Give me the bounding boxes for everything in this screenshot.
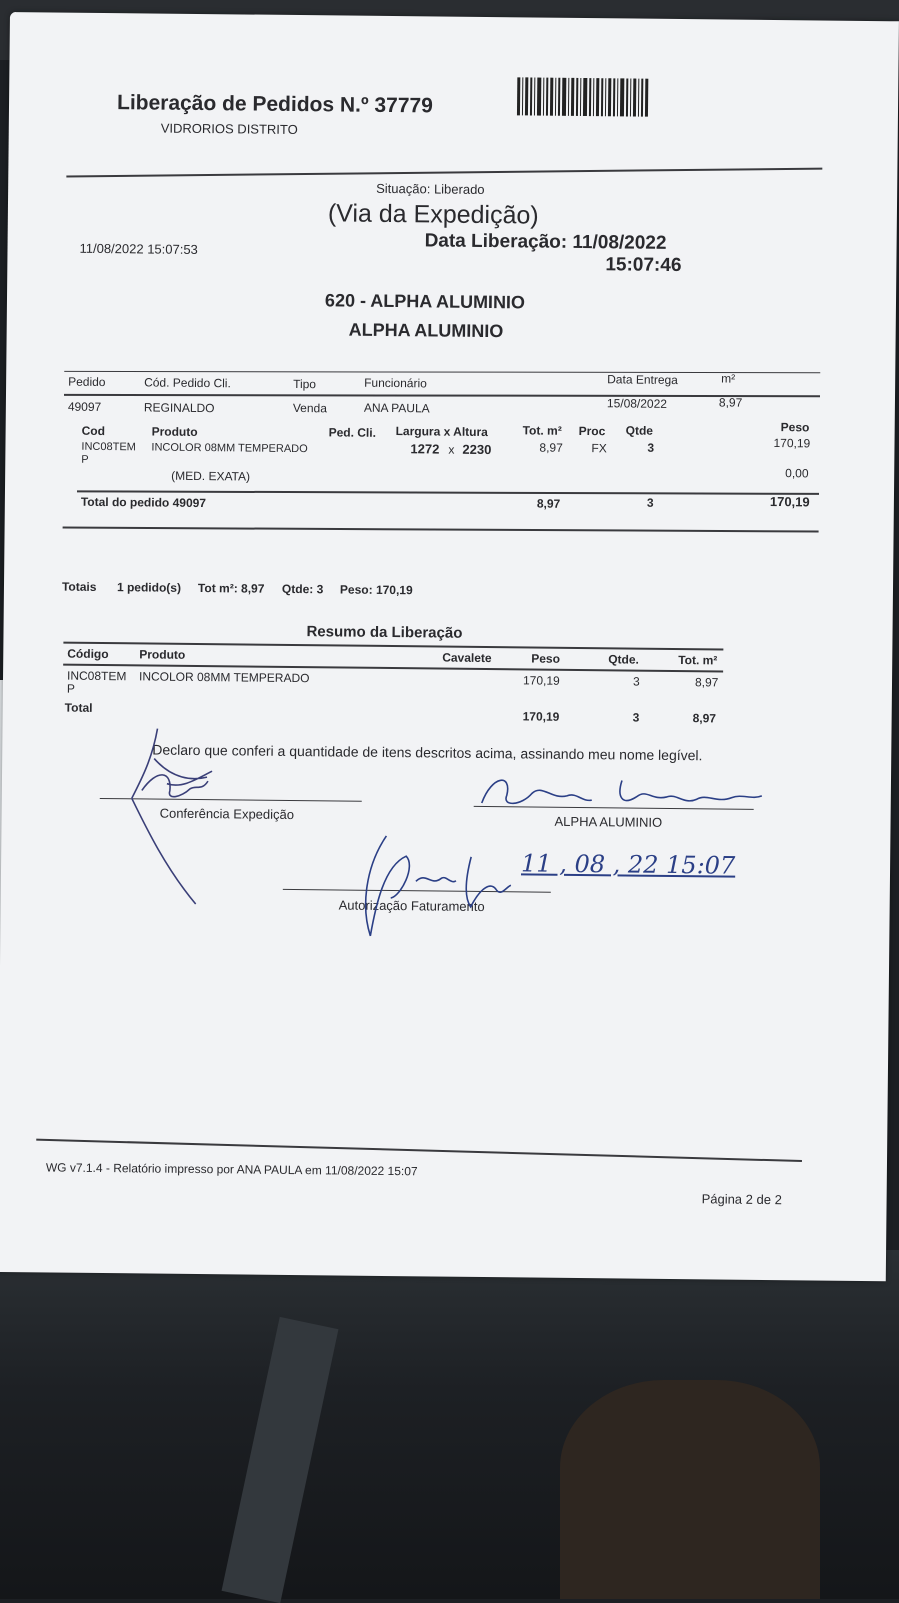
item-header-ped-cli: Ped. Cli.: [328, 425, 377, 440]
item-largura: 1272: [410, 441, 440, 457]
declaration-text: Declaro que conferi a quantidade de itens descritos acima, assinando meu nome legível.: [152, 741, 703, 764]
printed-datetime: 11/08/2022 15:07:53: [79, 240, 198, 257]
divider: [64, 394, 820, 397]
divider: [64, 371, 820, 373]
barcode: [517, 77, 650, 116]
item-extra: 0,00: [785, 466, 809, 481]
order-tipo: Venda: [292, 400, 327, 416]
header-cod-pedido-cli: Cód. Pedido Cli.: [144, 375, 231, 391]
client-name: 620 - ALPHA ALUMINIO: [324, 290, 526, 313]
resumo-tot-m2: 8,97: [694, 675, 719, 690]
resumo-total-peso: 170,19: [522, 709, 560, 724]
document-sheet: [0, 12, 899, 1281]
document-title: Liberação de Pedidos N.º 37779: [116, 91, 433, 118]
item-cod: INC08TEM: [81, 440, 136, 454]
resumo-total-label: Total: [64, 700, 93, 715]
item-qtde: 3: [647, 440, 655, 455]
totais-tot-m2: Tot m²: 8,97: [197, 581, 265, 596]
order-total-m2: 8,97: [536, 496, 561, 511]
order-funcionario: ANA PAULA: [363, 400, 430, 416]
divider: [77, 490, 819, 495]
item-header-tot-m2: Tot. m²: [522, 423, 562, 438]
release-date: Data Liberação: 11/08/2022: [424, 230, 667, 254]
item-header-qtde: Qtde: [625, 423, 654, 438]
header-m2: m²: [721, 371, 736, 386]
signature-label-alpha: ALPHA ALUMINIO: [554, 813, 663, 830]
resumo-peso: 170,19: [522, 673, 560, 688]
item-produto: INCOLOR 08MM TEMPERADO: [151, 441, 308, 456]
item-obs: (MED. EXATA): [171, 468, 251, 484]
item-header-proc: Proc: [578, 423, 606, 439]
order-total-label: Total do pedido 49097: [80, 494, 207, 511]
signature-label-autorizacao: Autorização Faturamento: [338, 897, 485, 915]
signature-conferencia-drawing: [111, 718, 273, 910]
item-peso: 170,19: [773, 436, 811, 451]
header-pedido: Pedido: [68, 374, 106, 390]
signature-label-conferencia: Conferência Expedição: [159, 805, 295, 823]
item-header-cod: Cod: [81, 423, 106, 439]
resumo-codigo: INC08TEM: [66, 668, 127, 684]
resumo-header-codigo: Código: [67, 646, 109, 662]
resumo-produto: INCOLOR 08MM TEMPERADO: [138, 669, 310, 686]
release-time: 15:07:46: [605, 254, 682, 277]
resumo-total-qtde: 3: [632, 710, 640, 725]
resumo-codigo-cont: P: [66, 681, 76, 696]
handwritten-date: 11 , 08 , 22 15:07: [520, 849, 736, 880]
company-name: VIDRORIOS DISTRITO: [160, 120, 298, 138]
item-proc: FX: [591, 441, 607, 456]
resumo-title: Resumo da Liberação: [306, 623, 463, 642]
header-tipo: Tipo: [293, 376, 317, 392]
header-data-entrega: Data Entrega: [607, 372, 678, 388]
divider: [66, 168, 822, 178]
order-cod-pedido-cli: REGINALDO: [143, 400, 215, 416]
divider: [63, 527, 819, 533]
item-tot-m2: 8,97: [539, 440, 563, 455]
client-name-secondary: ALPHA ALUMINIO: [348, 319, 504, 342]
order-pedido: 49097: [67, 399, 102, 414]
order-total-peso: 170,19: [769, 493, 810, 510]
resumo-header-tot-m2: Tot. m²: [678, 653, 718, 668]
status-text: Situação: Liberado: [376, 180, 485, 197]
header-funcionario: Funcionário: [364, 375, 427, 391]
order-m2: 8,97: [718, 395, 743, 410]
totais-peso: Peso: 170,19: [339, 582, 413, 598]
totais-label: Totais: [61, 579, 97, 594]
order-total-qtde: 3: [646, 495, 654, 510]
resumo-header-produto: Produto: [139, 647, 186, 662]
item-altura: 2230: [462, 441, 492, 458]
resumo-header-qtde: Qtde.: [608, 652, 639, 667]
footer-printed-by: WG v7.1.4 - Relatório impresso por ANA PAULA em 11/08/2022 15:07: [45, 1160, 418, 1179]
background-object: [560, 1380, 820, 1599]
item-header-produto: Produto: [151, 424, 198, 439]
signature-autorizacao-drawing: [345, 826, 526, 948]
resumo-total-tot-m2: 8,97: [692, 711, 717, 726]
item-cod-cont: P: [81, 453, 89, 466]
totais-qtde: Qtde: 3: [281, 581, 324, 597]
resumo-header-cavalete: Cavalete: [442, 650, 492, 666]
item-header-largura-altura: Largura x Altura: [395, 424, 488, 440]
via-title: (Via da Expedição): [327, 199, 539, 230]
totais-pedidos: 1 pedido(s): [116, 580, 182, 595]
footer-page: Página 2 de 2: [701, 1191, 782, 1208]
resumo-header-peso: Peso: [531, 651, 561, 666]
item-header-peso: Peso: [780, 420, 810, 435]
resumo-qtde: 3: [632, 674, 640, 689]
footer-divider: [36, 1139, 802, 1162]
item-x: x: [448, 442, 455, 457]
order-data-entrega: 15/08/2022: [606, 396, 668, 411]
signature-alpha-drawing: [472, 765, 773, 818]
